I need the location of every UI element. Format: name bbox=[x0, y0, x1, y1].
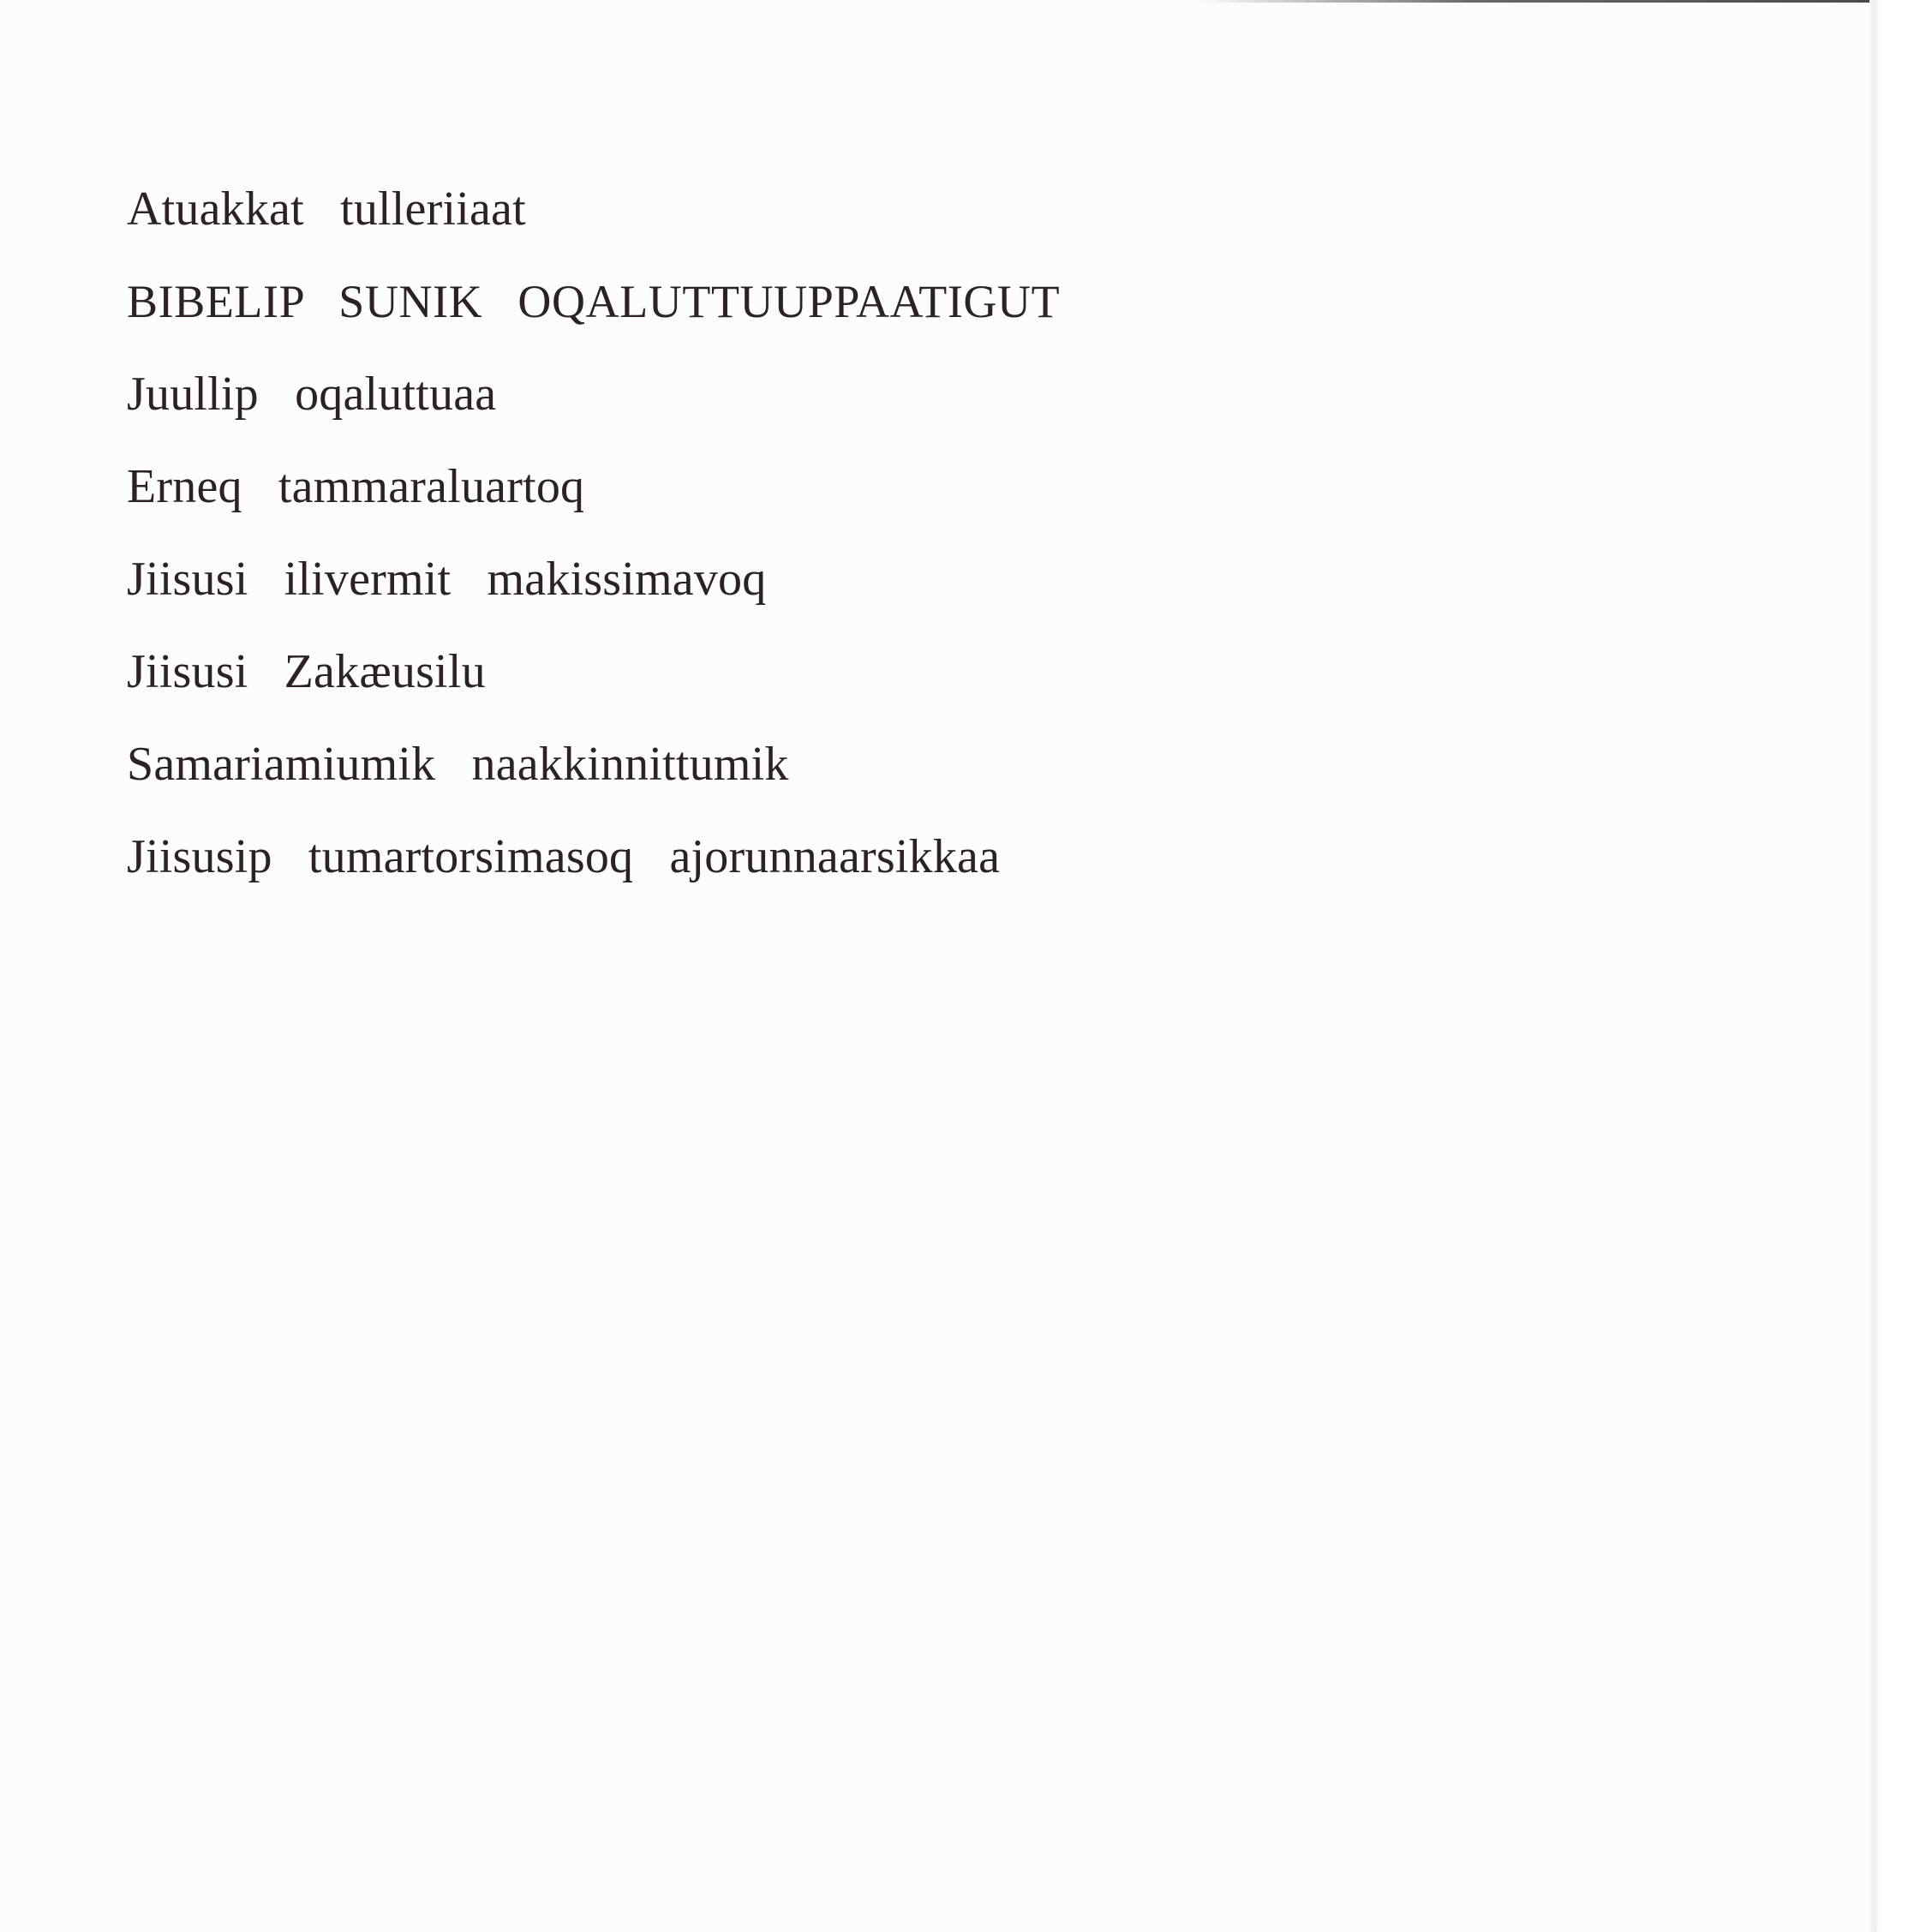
contents-entry: Juullip oqaluttuaa bbox=[127, 368, 497, 421]
contents-entry: Atuakkat tulleriiaat bbox=[127, 182, 526, 236]
page-top-edge bbox=[1199, 0, 1876, 3]
contents-entry: Samariamiumik naakkinnittumik bbox=[127, 738, 789, 791]
page-right-edge bbox=[1869, 0, 1876, 1932]
contents-entry: Jiisusi Zakæusilu bbox=[127, 645, 486, 698]
contents-entry: Erneq tammaraluartoq bbox=[127, 460, 585, 513]
contents-list bbox=[127, 163, 1060, 903]
contents-entry-heading: BIBELIP SUNIK OQALUTTUUPPAATIGUT bbox=[127, 276, 1061, 327]
contents-entry: Jiisusi ilivermit makissimavoq bbox=[127, 553, 767, 606]
contents-entry: Jiisusip tumartorsimasoq ajorunnaarsikkaa bbox=[127, 830, 1001, 883]
